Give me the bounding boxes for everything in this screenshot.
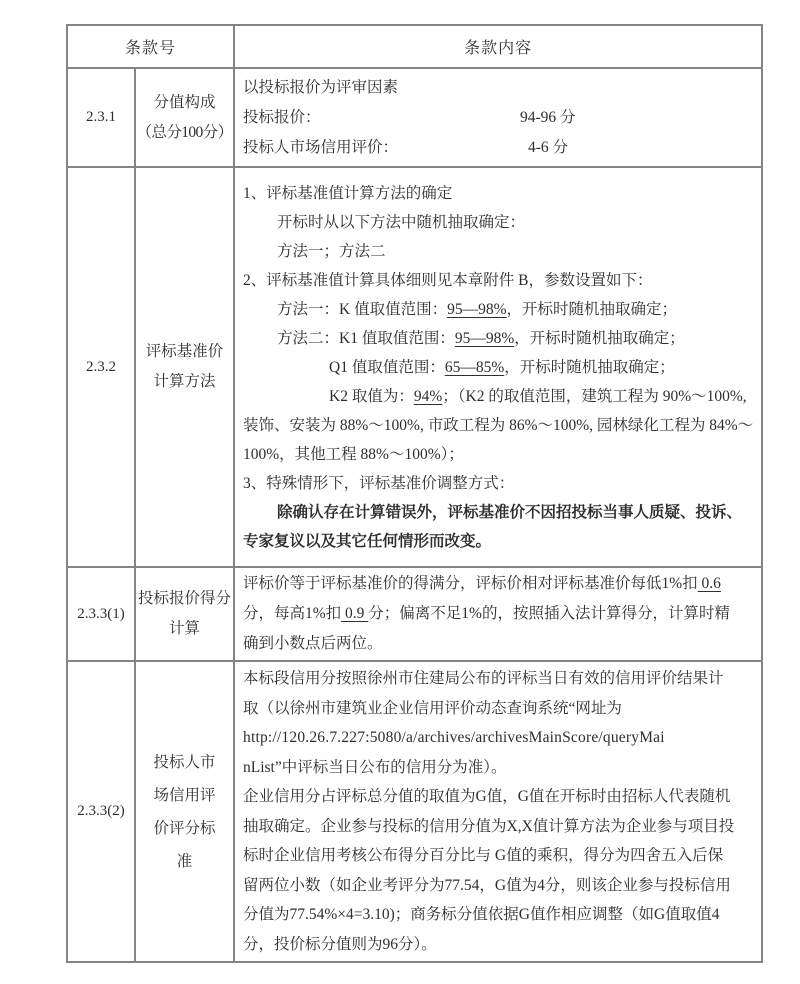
underlined-value: 0.6: [697, 575, 721, 592]
clause-no-2-3-3-2: 2.3.3(2): [67, 661, 135, 962]
content-line: 1、评标基准值计算方法的确定: [243, 184, 453, 202]
content-line-bold: 专家复议以及其它任何情形而改变。: [243, 532, 492, 550]
underlined-range: 94%: [413, 387, 443, 405]
label-line: 评标基准价: [145, 343, 224, 360]
clause-table: [66, 24, 763, 963]
clause-label-2-3-1: [135, 68, 234, 167]
clause-no-2-3-2: 2.3.2: [67, 167, 135, 567]
score-label: 投标报价：: [243, 108, 321, 126]
text-segment: ，开标时随机抽取确定；: [514, 329, 685, 347]
clause-label-2-3-2: [135, 167, 234, 567]
underlined-range: 95—98%: [454, 329, 515, 347]
text-segment: K2 取值为：: [329, 387, 414, 405]
credit-system-url: http://120.26.7.227:5080/a/archives/archivesMainScore/queryMai: [243, 729, 665, 746]
text-segment: 分，每高1%扣: [243, 605, 342, 622]
content-line: [243, 569, 753, 599]
row-2-3-1: [67, 68, 762, 167]
score-label: 投标人市场信用评价：: [243, 138, 399, 156]
clause-no-2-3-3-1: 2.3.3(1): [67, 567, 135, 661]
content-line: 确到小数点后两位。: [243, 635, 383, 652]
text-segment: 分；偏离不足1%的，按照插入法计算得分，计算时精: [368, 605, 730, 622]
row-2-3-3-1: [67, 567, 762, 661]
text-segment: 方法二：K1 值取值范围：: [277, 329, 455, 347]
content-line: [243, 324, 753, 353]
content-line: 抽取确定。企业参与投标的信用分值为X,X值计算方法为企业参与项目投: [243, 817, 735, 835]
content-line: [243, 353, 753, 382]
content-line: 标时企业信用考核公布得分百分比与 G值的乘积，得分为四舍五入后保: [243, 847, 724, 864]
content-line: 以投标报价为评审因素: [243, 78, 399, 96]
clause-content-2-3-3-2: [234, 661, 762, 962]
content-line: 开标时从以下方法中随机抽取确定：: [277, 213, 526, 231]
content-line: nList”中评标当日公布的信用分为准）。: [243, 758, 507, 776]
text-segment: 方法一：K 值取值范围：: [277, 300, 448, 318]
label-line: 计算: [168, 620, 200, 637]
header-clause-content: 条款内容: [234, 25, 762, 68]
underlined-range: 65—85%: [444, 358, 505, 376]
content-line: 企业信用分占评标总分值的取值为G值，G值在开标时由招标人代表随机: [243, 788, 731, 805]
content-line: 分值为77.54%×4=3.10)；商务标分值依据G值作相应调整（如G值取值4: [243, 906, 720, 923]
content-line: 留两位小数（如企业考评分为77.54，G值为4分，则该企业参与投标信用: [243, 876, 731, 894]
header-clause-no: 条款号: [67, 25, 234, 68]
label-line: 投标报价得分: [137, 590, 231, 607]
label-line: （总分100分）: [136, 123, 233, 141]
content-line: 2、评标基准值计算具体细则见本章附件 B，参数设置如下：: [243, 271, 653, 289]
underlined-range: 95—98%: [447, 300, 507, 318]
score-value: 94-96 分: [520, 108, 576, 126]
text-segment: ；（K2 的取值范围，建筑工程为 90%～100%,: [442, 387, 747, 405]
content-line: 3、特殊情形下，评标基准价调整方式：: [243, 474, 515, 492]
clause-content-2-3-3-1: [234, 567, 762, 661]
content-line: 方法一；方法二: [277, 242, 386, 260]
content-line: 装饰、安装为 88%～100%, 市政工程为 86%～100%, 园林绿化工程为 84%～: [243, 416, 754, 434]
text-segment: ，开标时随机抽取确定；: [504, 358, 675, 376]
content-line-bold: 除确认存在计算错误外，评标基准价不因招投标当事人质疑、投诉、: [277, 503, 743, 521]
label-line: 分值构成: [153, 93, 216, 111]
row-2-3-3-2: [67, 661, 762, 962]
content-line: 100%，其他工程 88%～100%）；: [243, 445, 464, 463]
clause-content-2-3-1: [234, 68, 762, 167]
text-segment: 评标价等于评标基准价的得满分，评标价相对评标基准价每低1%扣: [243, 575, 698, 592]
content-line: [243, 382, 753, 411]
content-line: 本标段信用分按照徐州市住建局公布的评标当日有效的信用评价结果计: [243, 670, 724, 687]
content-line: [243, 599, 753, 629]
content-line: 分，投价标分值则为96分）。: [243, 935, 437, 953]
clause-no-2-3-1: 2.3.1: [67, 68, 135, 167]
label-text: 投标人市场信用评价评分标准: [153, 753, 216, 870]
clause-label-2-3-3-1: [135, 567, 234, 661]
score-line: [243, 103, 753, 133]
row-2-3-2: [67, 167, 762, 567]
label-line: 计算方法: [153, 373, 216, 390]
score-value: 4-6 分: [528, 138, 569, 156]
text-segment: Q1 值取值范围：: [329, 358, 445, 376]
score-line: [243, 133, 753, 163]
clause-content-2-3-2: [234, 167, 762, 567]
content-line: [243, 295, 753, 324]
content-line: 取（以徐州市建筑业企业信用评价动态查询系统“网址为: [243, 699, 622, 717]
header-row: [67, 25, 762, 68]
underlined-value: 0.9: [341, 605, 369, 622]
clause-label-2-3-3-2: [135, 661, 234, 962]
text-segment: ，开标时随机抽取确定；: [506, 300, 678, 318]
